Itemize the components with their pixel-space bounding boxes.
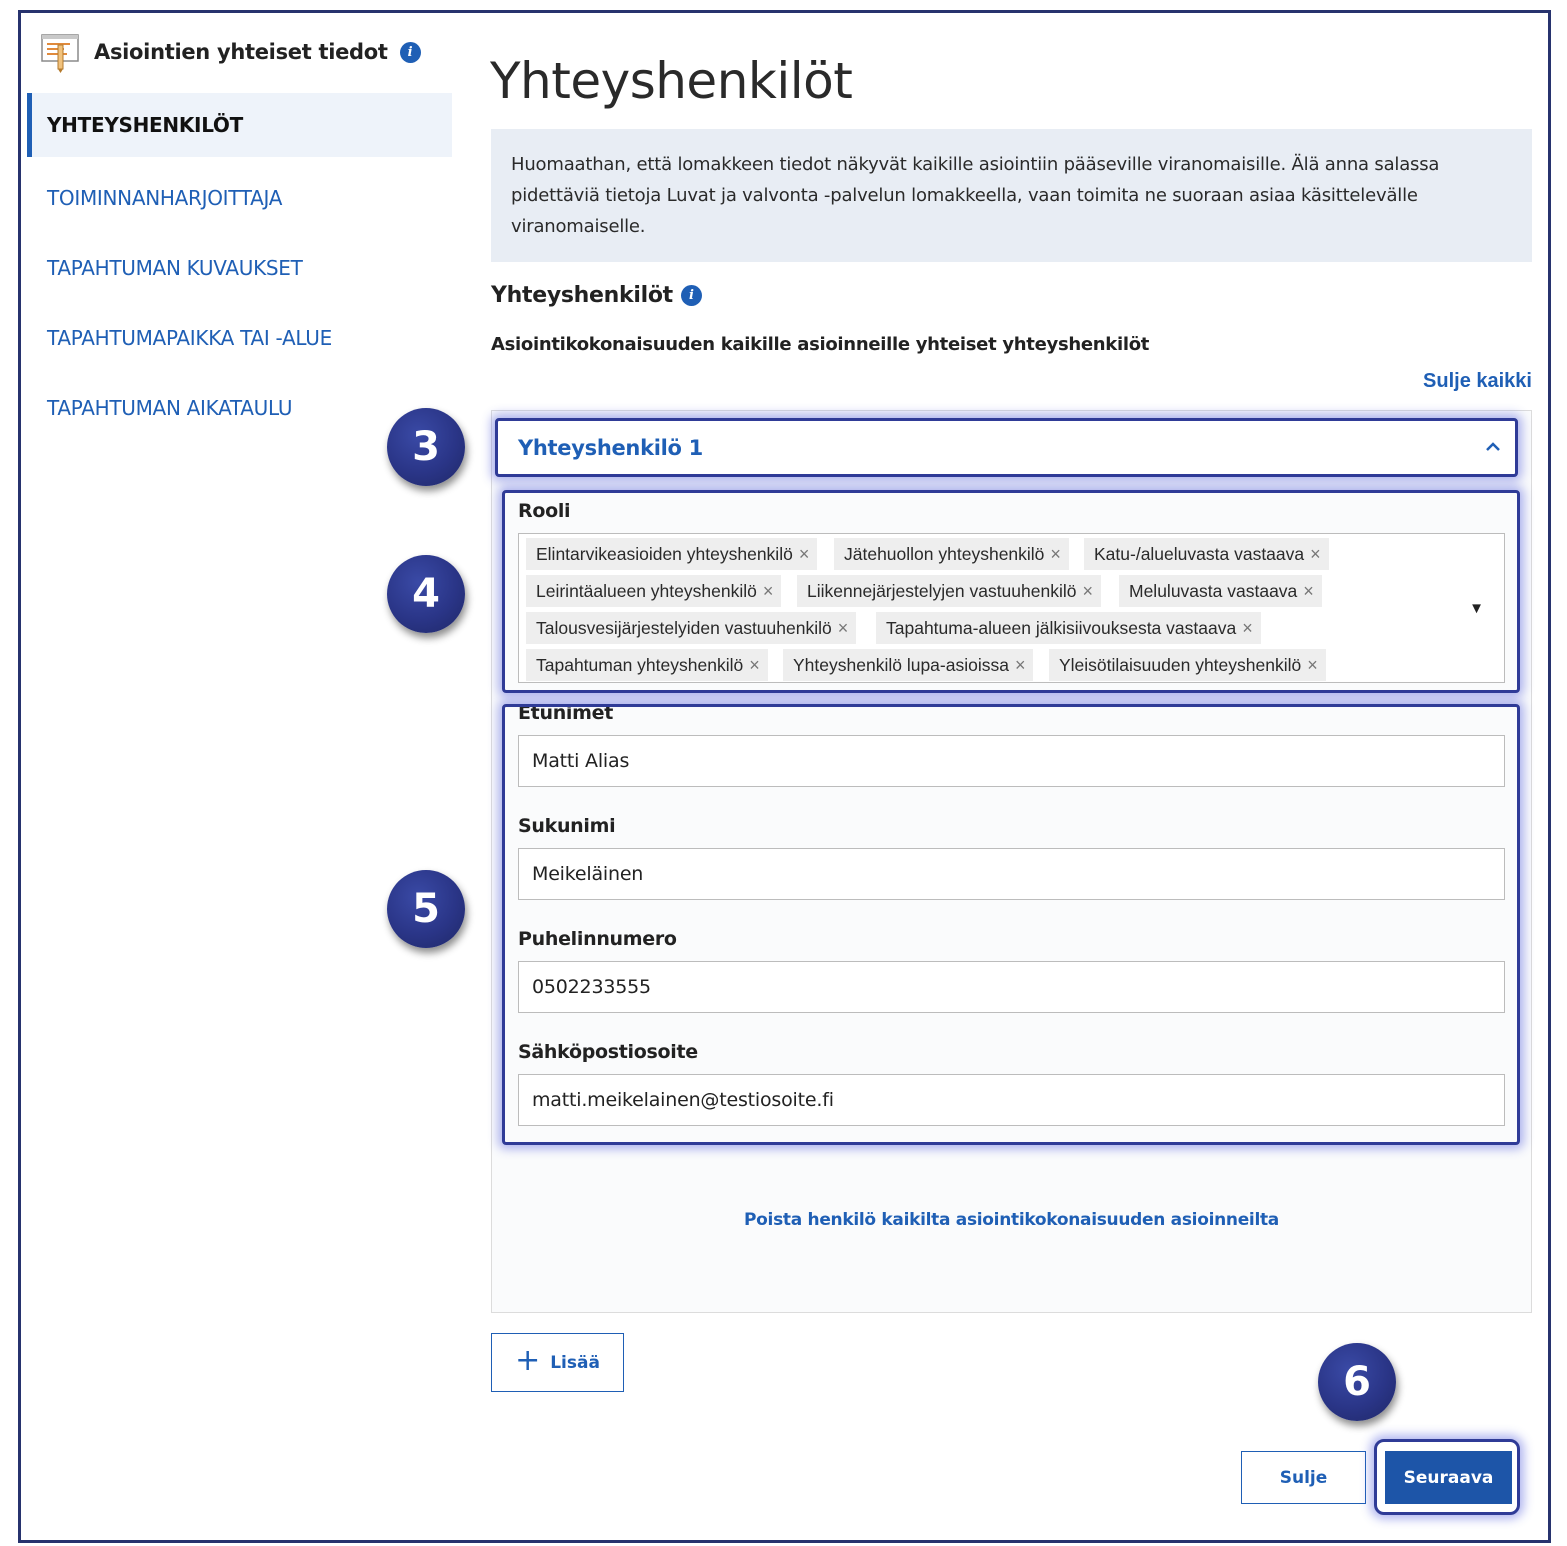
callout-badge-6: 6	[1318, 1343, 1396, 1421]
highlight-contact-fields-box	[502, 704, 1520, 1145]
section-title	[491, 283, 702, 308]
role-chip-label: Katu-/alueluvasta vastaava	[1094, 543, 1305, 564]
remove-chip-icon[interactable]: ×	[1050, 543, 1061, 564]
plus-icon: +	[515, 1343, 541, 1378]
accordion-title: Yhteyshenkilö 1	[518, 435, 703, 460]
remove-chip-icon[interactable]: ×	[749, 654, 760, 675]
remove-chip-icon[interactable]: ×	[1082, 580, 1093, 601]
sidebar-title: Asiointien yhteiset tiedot	[94, 40, 388, 64]
email-label: Sähköpostiosoite	[518, 1041, 698, 1063]
first-name-label: Etunimet	[518, 702, 613, 724]
role-chip-label: Yleisötilaisuuden yhteyshenkilö	[1059, 654, 1302, 675]
callout-badge-4: 4	[387, 555, 465, 633]
sidebar-item-tapahtuman-kuvaukset[interactable]: TAPAHTUMAN KUVAUKSET	[47, 256, 303, 280]
page-title: Yhteyshenkilöt	[490, 52, 853, 110]
role-chip-label: Leirintäalueen yhteyshenkilö	[536, 580, 757, 601]
remove-chip-icon[interactable]: ×	[798, 543, 810, 564]
remove-chip-icon[interactable]: ×	[1242, 617, 1253, 638]
role-chip-label: Jätehuollon yhteyshenkilö	[844, 543, 1045, 564]
remove-chip-icon[interactable]: ×	[1014, 654, 1026, 675]
phone-label: Puhelinnumero	[518, 928, 677, 950]
role-label: Rooli	[518, 500, 571, 522]
section-title-text: Yhteyshenkilöt	[491, 283, 673, 308]
role-chip-label: Tapahtuman yhteyshenkilö	[536, 654, 744, 675]
remove-chip-icon[interactable]: ×	[1310, 543, 1321, 564]
last-name-input[interactable]: Meikeläinen	[518, 848, 1505, 900]
sidebar-item-yhteyshenkilot[interactable]: YHTEYSHENKILÖT	[27, 93, 452, 157]
info-icon[interactable]: i	[681, 285, 702, 306]
role-chip-label: Tapahtuma-alueen jälkisiivouksesta vastaava	[886, 617, 1237, 638]
last-name-label: Sukunimi	[518, 815, 616, 837]
sidebar-header	[40, 30, 421, 74]
sidebar-item-toiminnanharjoittaja[interactable]: TOIMINNANHARJOITTAJA	[47, 186, 283, 210]
role-chip-label: Yhteyshenkilö lupa-asioissa	[793, 654, 1009, 675]
role-chip-label: Meluluvasta vastaava	[1129, 580, 1298, 601]
sidebar-nav	[27, 93, 452, 443]
remove-chip-icon[interactable]: ×	[837, 617, 849, 638]
role-chip-label: Talousvesijärjestelyiden vastuuhenkilö	[536, 617, 832, 638]
remove-chip-icon[interactable]: ×	[762, 580, 774, 601]
phone-input[interactable]: 0502233555	[518, 961, 1505, 1013]
remove-chip-icon[interactable]: ×	[1307, 654, 1318, 675]
callout-badge-5: 5	[387, 870, 465, 948]
add-button-label: Lisää	[550, 1352, 600, 1373]
next-button[interactable]: Seuraava	[1385, 1451, 1512, 1504]
role-chip-label: Liikennejärjestelyjen vastuuhenkilö	[807, 580, 1077, 601]
email-input[interactable]: matti.meikelainen@testiosoite.fi	[518, 1074, 1505, 1126]
remove-person-link[interactable]: Poista henkilö kaikilta asiointikokonaisuuden asioinneilta	[744, 1210, 1279, 1230]
dropdown-caret-icon[interactable]: ▼	[1469, 600, 1484, 617]
section-subtitle: Asiointikokonaisuuden kaikille asioinneille yhteiset yhteyshenkilöt	[491, 334, 1150, 355]
add-contact-button[interactable]	[491, 1333, 624, 1392]
close-all-link[interactable]: Sulje kaikki	[1423, 370, 1532, 392]
form-document-icon	[40, 31, 82, 73]
info-icon[interactable]: i	[400, 42, 421, 63]
accordion-header-contact-1[interactable]	[495, 418, 1518, 477]
callout-badge-3: 3	[387, 408, 465, 486]
first-name-input[interactable]: Matti Alias	[518, 735, 1505, 787]
sidebar-item-tapahtumapaikka[interactable]: TAPAHTUMAPAIKKA TAI -ALUE	[47, 326, 332, 350]
role-chip-label: Elintarvikeasioiden yhteyshenkilö	[536, 543, 793, 564]
privacy-notice: Huomaathan, että lomakkeen tiedot näkyvät kaikille asiointiin pääseville viranomaisille. Älä anna salassa pidettäviä tietoja Luvat ja valvonta -palvelun lomakkeella, vaan toimita ne suoraan asiaa käsittelevälle viranomaiselle.	[491, 129, 1532, 262]
highlight-role-box	[502, 490, 1520, 693]
sidebar-item-tapahtuman-aikataulu[interactable]: TAPAHTUMAN AIKATAULU	[47, 396, 293, 420]
remove-chip-icon[interactable]: ×	[1303, 580, 1314, 601]
close-button[interactable]: Sulje	[1241, 1451, 1366, 1504]
chevron-up-icon	[1485, 439, 1501, 455]
